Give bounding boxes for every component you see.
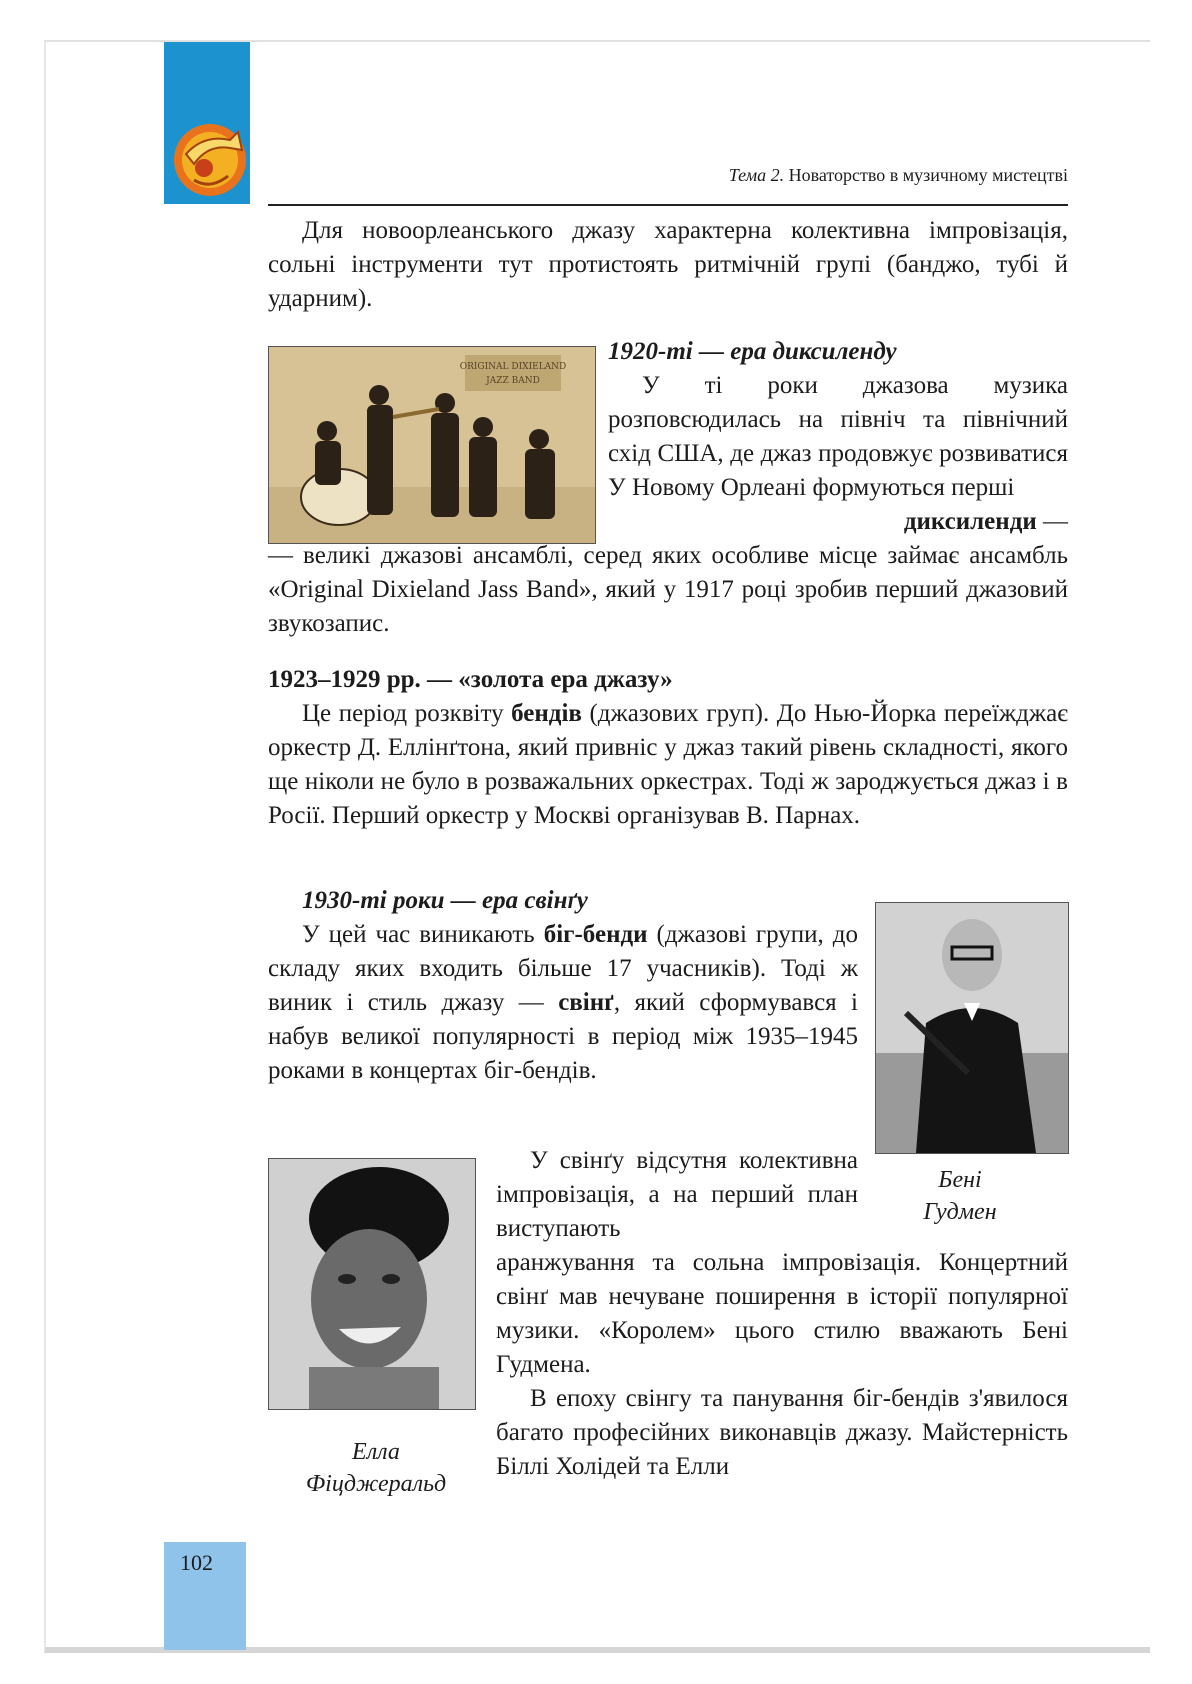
- benny-goodman-photo: [875, 902, 1069, 1154]
- goodman-caption: Бені Гудмен: [923, 1167, 997, 1225]
- running-header: [560, 165, 1068, 186]
- section-1930: 1930-ті роки — ера свінґу У цей час виникають біг-бенди (джазові групи, до складу яких входить більше 17 учасників). Тоді ж виник і стиль джазу — свінґ, який сформувався і набув великої популярності в період між 1935–1945 роками в концертах біг-бендів.: [268, 884, 858, 1088]
- ella-fitzgerald-photo: [268, 1158, 476, 1410]
- section-1920-text-b: — великі джазові ансамблі, серед яких особливе місце займає ансамбль «Original Dixieland Jass Band», який у 1917 році зробив перший джазовий звукозапис.: [268, 542, 1068, 637]
- dixieland-band-photo: [268, 346, 596, 544]
- section-1920-bold-term: диксиленди —: [903, 508, 1068, 535]
- swing-text-a: У свінґу відсутня колективна імпровізація, а на перший план виступають: [496, 1147, 858, 1242]
- section-1920-text-a: У ті роки джазова музика розповсюдилась на північ та північний схід США, де джаз продовжує розвиватися У Новому Орлеані формуються перші: [608, 372, 1068, 501]
- trumpet-emblem-icon: [164, 110, 254, 205]
- section-1923: 1923–1929 рр. — «золота ера джазу» Це період розквіту бендів (джазових груп). До Нью-Йорка переїжджає оркестр Д. Еллінґтона, який привніс у джаз такий рівень складності, якого ще ніколи не було в розважальних оркестрах. Тоді ж зароджується джаз і в Росії. Перший оркестр у Москві організував В. Парнах.: [268, 663, 1068, 833]
- section-1923-heading: 1923–1929 рр. — «золота ера джазу»: [268, 666, 673, 693]
- band-sign-text: ORIGINAL DIXIELAND: [459, 362, 567, 372]
- topic-label: Тема 2.: [728, 165, 785, 185]
- section-1930-heading: 1930-ті роки — ера свінґу: [302, 887, 588, 914]
- swing-text-b: аранжування та сольна імпровізація. Концертний свінґ мав нечуване поширення в історії популярної музики. «Королем» цього стилю вважають Бені Гудмена. В епоху свінгу та панування біг-бендів з'явилося багато професійних виконавців джазу. Майстерність Біллі Холідей та Елли: [496, 1249, 1068, 1480]
- topic-title: Новаторство в музичному мистецтві: [788, 165, 1068, 185]
- section-1920: [608, 335, 1068, 369]
- page-number: 102: [180, 1550, 213, 1575]
- section-1920-heading: 1920-ті — ера диксиленду: [608, 338, 897, 365]
- ella-caption: Елла Фіцджеральд: [305, 1439, 447, 1497]
- intro-paragraph: Для новоорлеанського джазу характерна колективна імпровізація, сольні інструменти тут протистоять ритмічній групі (банджо, тубі й ударним).: [268, 217, 1068, 312]
- svg-text:JAZZ BAND: JAZZ BAND: [486, 376, 540, 386]
- header-rule: [268, 204, 1068, 206]
